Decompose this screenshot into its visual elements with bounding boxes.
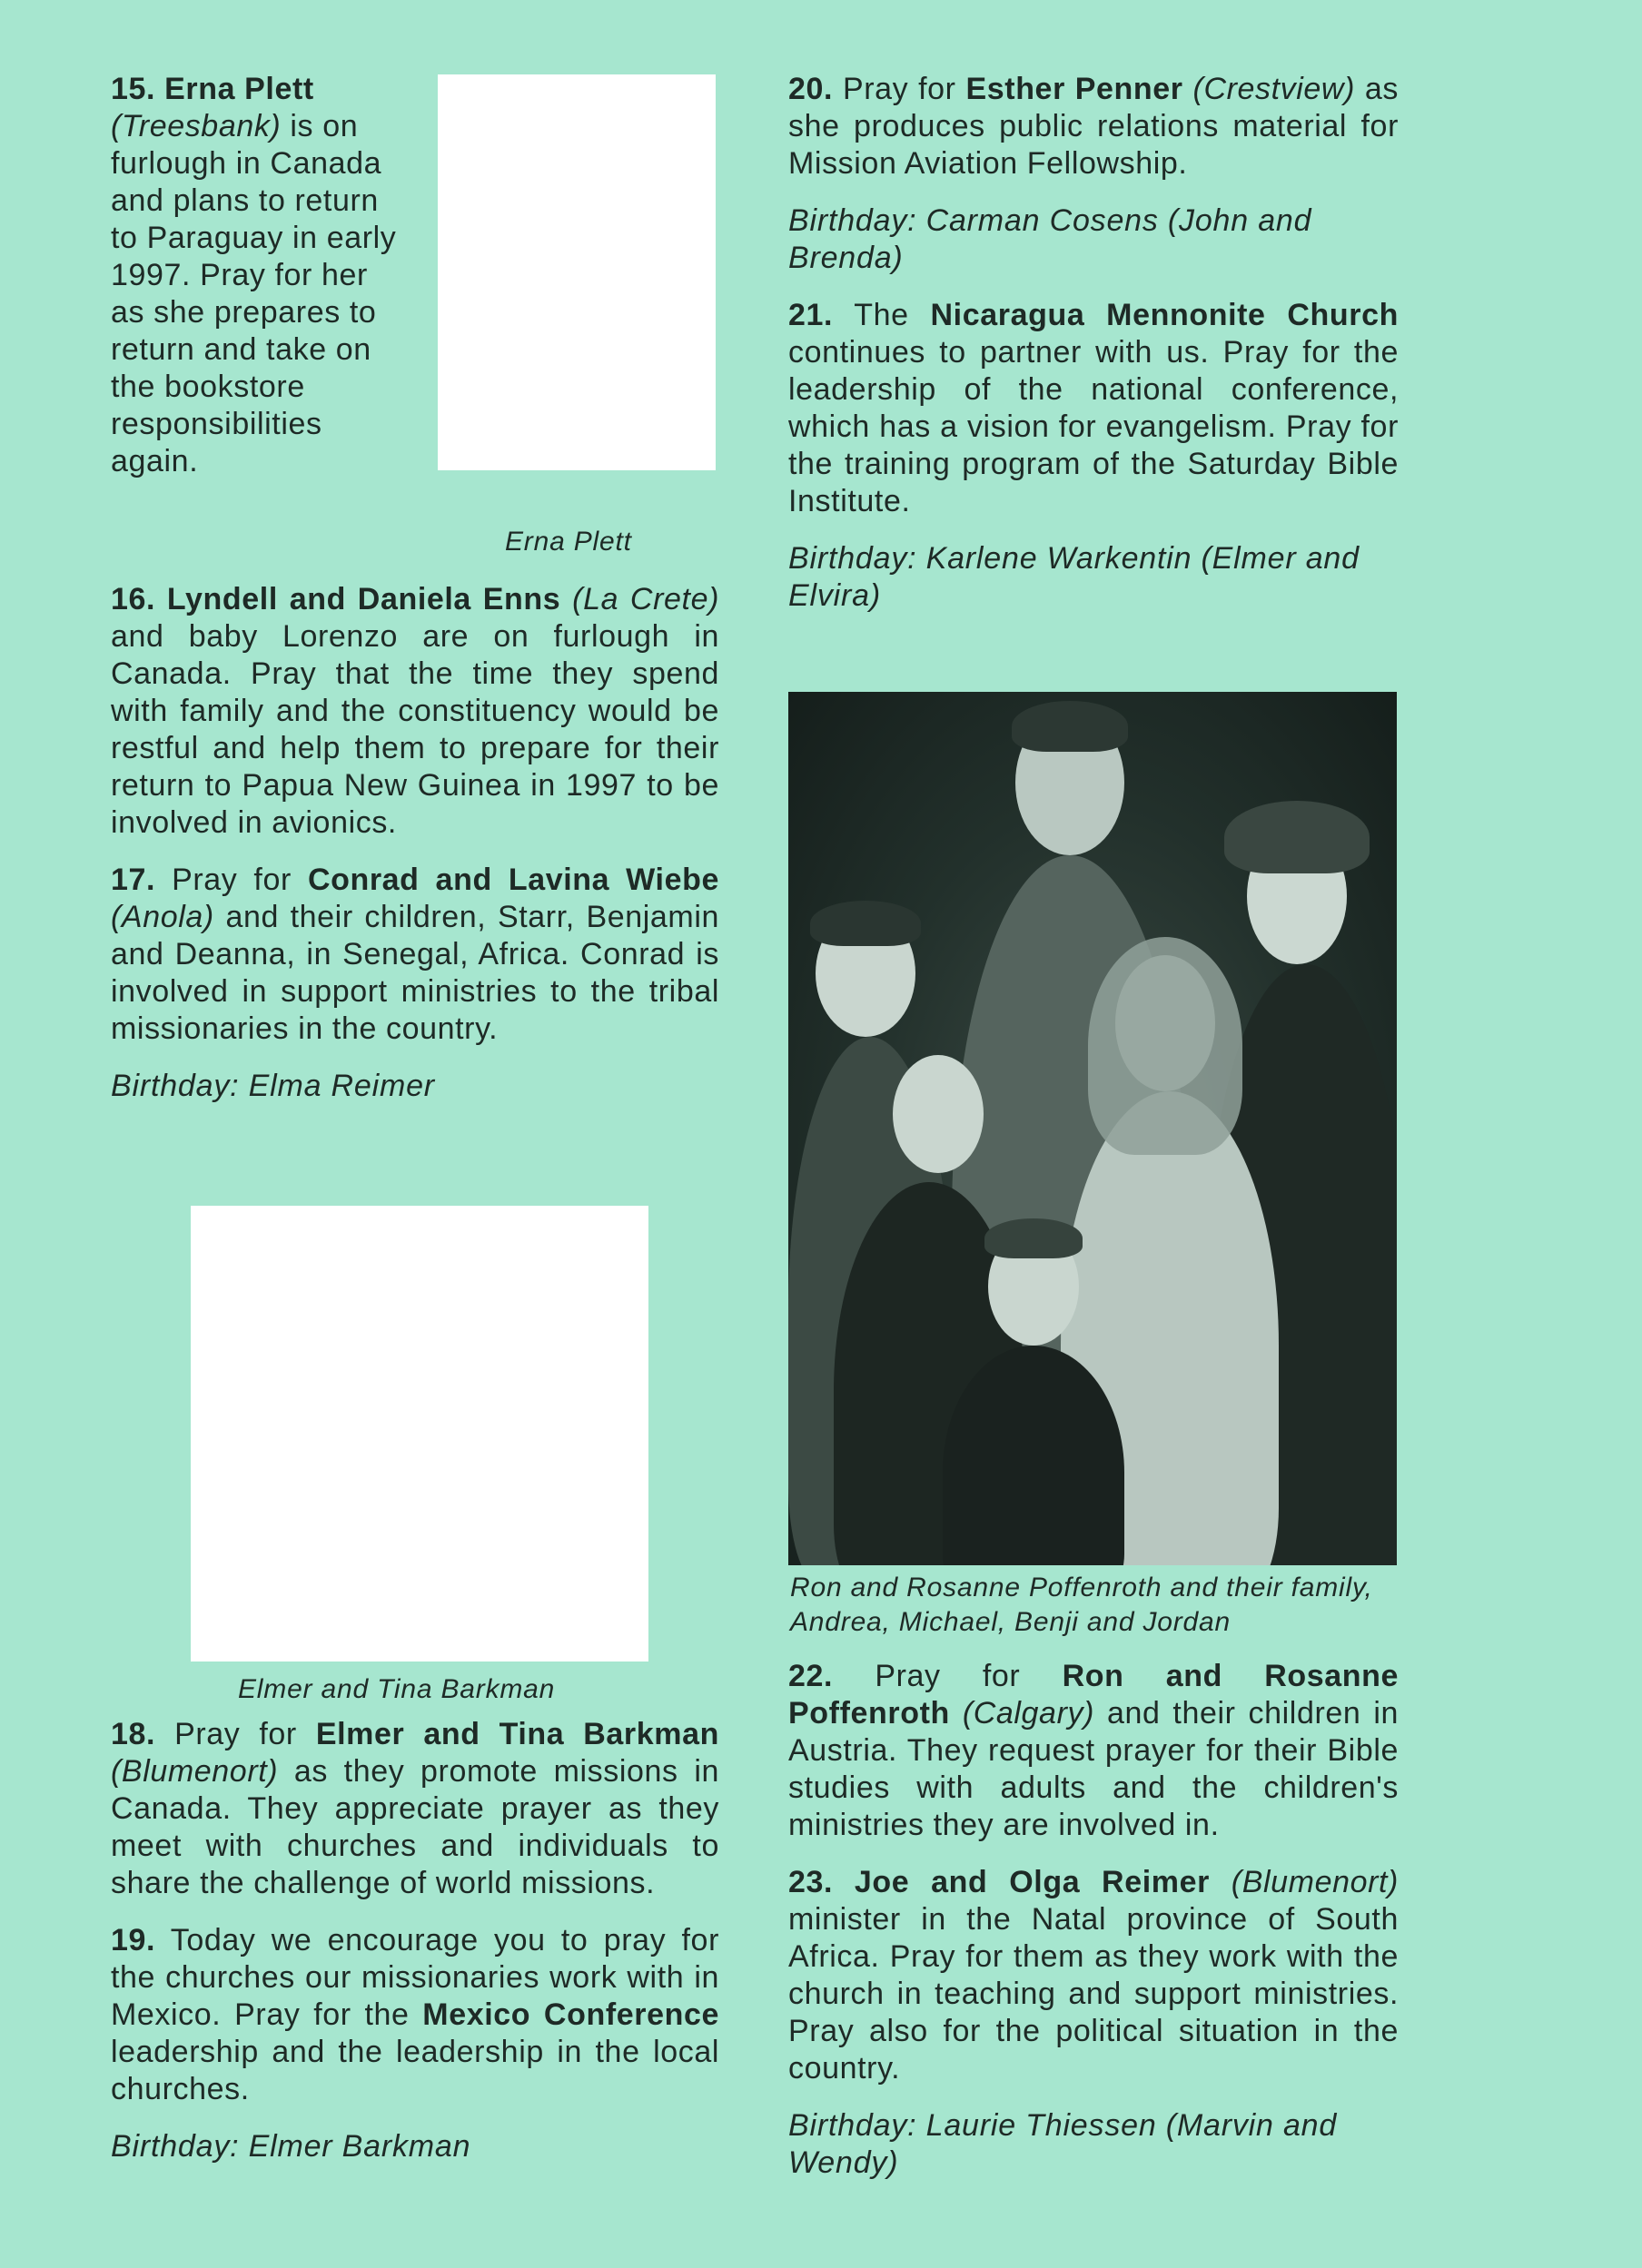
entry-text: is on furlough in Canada and plans to return to Paraguay in early 1997. Pray for her as she prepares to return and take on the bookstore responsibilities again. bbox=[111, 109, 397, 478]
entry-pre: Pray for bbox=[155, 1717, 316, 1751]
birthday-20: Birthday: Carman Cosens (John and Brenda) bbox=[788, 203, 1312, 275]
entry-place: (Anola) bbox=[111, 900, 214, 934]
entry-text: as she produces public relations material for Mission Aviation Fellowship. bbox=[788, 72, 1399, 181]
entry-text: minister in the Natal province of South Africa. Pray for them as they work with the church in teaching and support ministries. Pray also for the political situation in the country. bbox=[788, 1902, 1399, 2086]
entry-pre: Pray for bbox=[833, 72, 966, 106]
entry-place: (Treesbank) bbox=[111, 109, 282, 143]
entry-pre: The bbox=[833, 298, 931, 332]
entry-number: 21. bbox=[788, 298, 834, 332]
entry-number: 19. bbox=[111, 1923, 156, 1957]
entry-pre: Pray for bbox=[155, 863, 308, 897]
entry-name: Mexico Conference bbox=[422, 1997, 719, 2032]
entry-15 bbox=[111, 71, 403, 480]
hair-father bbox=[1012, 701, 1128, 752]
entry-name: Elmer and Tina Barkman bbox=[315, 1717, 719, 1751]
entry-place: (Blumenort) bbox=[1231, 1865, 1399, 1899]
hair-boy-small bbox=[984, 1218, 1083, 1258]
entry-23 bbox=[788, 1864, 1399, 2087]
caption-poffenroth: Ron and Rosanne Poffenroth and their family, Andrea, Michael, Benji and Jordan bbox=[790, 1573, 1373, 1637]
photo-poffenroth-family bbox=[788, 692, 1397, 1565]
entry-name: Joe and Olga Reimer bbox=[854, 1865, 1210, 1899]
entry-name: Conrad and Lavina Wiebe bbox=[307, 863, 719, 897]
entry-21 bbox=[788, 297, 1399, 520]
entry-name: Erna Plett bbox=[164, 72, 314, 106]
entry-name: Lyndell and Daniela Enns bbox=[166, 582, 561, 616]
right-column-bottom bbox=[788, 1658, 1399, 2202]
left-column bbox=[111, 581, 719, 1125]
entry-place: (Crestview) bbox=[1192, 72, 1356, 106]
entry-text: leadership and the leadership in the local churches. bbox=[111, 2035, 719, 2106]
entry-17 bbox=[111, 862, 719, 1048]
entry-name: Ron and Rosanne Poffenroth bbox=[788, 1659, 1399, 1731]
birthday-19: Birthday: Elmer Barkman bbox=[111, 2129, 471, 2164]
entry-19 bbox=[111, 1922, 719, 2108]
hair-girl bbox=[1088, 937, 1242, 1155]
right-column bbox=[788, 71, 1399, 635]
entry-number: 16. bbox=[111, 582, 156, 616]
entry-20 bbox=[788, 71, 1399, 182]
entry-18 bbox=[111, 1716, 719, 1902]
photo-erna-plett bbox=[438, 74, 716, 470]
caption-erna-plett: Erna Plett bbox=[505, 527, 632, 557]
birthday-21: Birthday: Karlene Warkentin (Elmer and Elvira) bbox=[788, 541, 1360, 613]
entry-place: (Blumenort) bbox=[111, 1754, 279, 1789]
entry-number: 22. bbox=[788, 1659, 834, 1693]
entry-number: 23. bbox=[788, 1865, 834, 1899]
entry-number: 20. bbox=[788, 72, 834, 106]
entry-number: 15. bbox=[111, 72, 156, 106]
entry-text: and their children in Austria. They request prayer for their Bible studies with adults and the children's ministries they are involved in. bbox=[788, 1696, 1399, 1842]
entry-number: 17. bbox=[111, 863, 156, 897]
photo-barkman bbox=[191, 1206, 648, 1662]
entry-number: 18. bbox=[111, 1717, 156, 1751]
entry-pre: Pray for bbox=[833, 1659, 1063, 1693]
entry-22 bbox=[788, 1658, 1399, 1844]
hair-mother bbox=[1224, 801, 1370, 873]
birthday-17: Birthday: Elma Reimer bbox=[111, 1069, 435, 1103]
hair-boy-left bbox=[810, 901, 921, 946]
entry-place: (La Crete) bbox=[572, 582, 719, 616]
entry-name: Nicaragua Mennonite Church bbox=[930, 298, 1399, 332]
entry-text: continues to partner with us. Pray for the leadership of the national conference, which has a vision for evangelism. Pray for the training program of the Saturday Bible Institute. bbox=[788, 335, 1399, 518]
entry-text: and their children, Starr, Benjamin and Deanna, in Senegal, Africa. Conrad is involved in support ministries to the tribal missionaries in the country. bbox=[111, 900, 719, 1046]
entry-name: Esther Penner bbox=[965, 72, 1183, 106]
entry-place: (Calgary) bbox=[962, 1696, 1095, 1731]
head-boy-middle bbox=[893, 1055, 984, 1173]
entry-text: and baby Lorenzo are on furlough in Canada. Pray that the time they spend with family and the constituency would be restful and help them to prepare for their return to Papua New Guinea in 1997 to be involved in avionics. bbox=[111, 619, 719, 840]
left-column-bottom bbox=[111, 1716, 719, 2185]
entry-16 bbox=[111, 581, 719, 842]
caption-barkman: Elmer and Tina Barkman bbox=[238, 1674, 556, 1704]
birthday-23: Birthday: Laurie Thiessen (Marvin and Wendy) bbox=[788, 2108, 1338, 2180]
entry-pre: Today we encourage you to pray for the churches our missionaries work with in Mexico. Pray for the bbox=[111, 1923, 719, 2032]
entry-text: as they promote missions in Canada. They appreciate prayer as they meet with churches and individuals to share the challenge of world missions. bbox=[111, 1754, 719, 1900]
